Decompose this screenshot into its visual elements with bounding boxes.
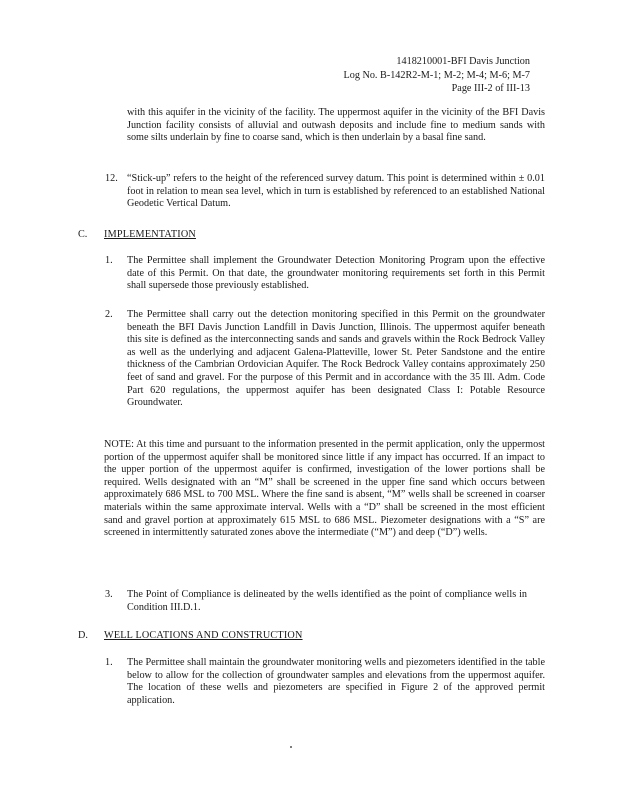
section-d-item-1-number: 1. [105, 657, 113, 668]
item-12-number: 12. [105, 173, 118, 184]
section-d-title: WELL LOCATIONS AND CONSTRUCTION [104, 630, 303, 641]
section-d-item-1-text: The Permittee shall maintain the groundwater monitoring wells and piezometers identified in the table below to allow for the collection of groundwater samples and elevations from the uppermost aquifer. The location of these wells and piezometers are specified in Figure 2 of the approved permit application. [127, 657, 545, 706]
section-c-label: C. [78, 229, 88, 240]
permit-number: 1418210001-BFI Davis Junction [396, 56, 530, 67]
continuation-paragraph: with this aquifer in the vicinity of the facility. The uppermost aquifer in the vicinity of the BFI Davis Junction facility consists of alluvial and outwash deposits and include fine to medium sands with some silts underlain by fine to coarse sand, which is then underlain by a basal fine sand. [127, 107, 545, 144]
scan-speck [290, 746, 292, 748]
implementation-note: NOTE: At this time and pursuant to the information presented in the permit application, only the uppermost portion of the uppermost aquifer shall be monitored since little if any impact has occurred. If an impact to the upper portion of the uppermost aquifer is confirmed, investigation of the lower portions shall be required. Wells designated with an “M” shall be screened in the upper fine sand which occurs between approximately 686 MSL to 700 MSL. Where the fine sand is absent, “M” wells shall be screened in coarser materials within the same approximate interval. Wells with a “D” shall be screened in the most efficient sand and gravel portion at approximately 615 MSL to 686 MSL. Piezometer designations with a “S” are screened in intermittently saturated zones above the intermediate (“M”) and deep (“D”) wells. [104, 439, 545, 539]
section-c-item-2-number: 2. [105, 309, 113, 320]
section-c-title: IMPLEMENTATION [104, 229, 196, 240]
log-number: Log No. B-142R2-M-1; M-2; M-4; M-6; M-7 [343, 69, 530, 81]
page-number: Page III-2 of III-13 [451, 83, 530, 94]
section-c-item-3-text: The Point of Compliance is delineated by the wells identified as the point of compliance wells in Condition III.D.1. [127, 589, 527, 613]
section-c-item-1-text: The Permittee shall implement the Groundwater Detection Monitoring Program upon the effective date of this Permit. On that date, the groundwater monitoring requirements set forth in this Permit shall supersede those previously established. [127, 255, 545, 292]
section-c-item-3-number: 3. [105, 589, 113, 600]
page-header [344, 55, 530, 96]
section-d-label: D. [78, 630, 88, 641]
section-c-item-1-number: 1. [105, 255, 113, 266]
section-c-item-2-text: The Permittee shall carry out the detection monitoring specified in this Permit on the groundwater beneath the BFI Davis Junction Landfill in Davis Junction, Illinois. The uppermost aquifer beneath this site is defined as the interconnecting sands and sands and gravels within the Rock Bedrock Valley as well as the underlying and adjacent Galena-Platteville, lower St. Peter Sandstone and the entire thickness of the Cambrian Ordovician Aquifer. The Rock Bedrock Valley contains approximately 250 feet of sand and gravel. For the purpose of this Permit and in accordance with the 35 Ill. Adm. Code Part 620 regulations, the uppermost aquifer has been designated Class I: Potable Resource Groundwater. [127, 309, 545, 409]
item-12-text: “Stick-up” refers to the height of the referenced survey datum. This point is determined within ± 0.01 foot in relation to mean sea level, which in turn is established by referenced to an established National Geodetic Vertical Datum. [127, 173, 545, 210]
